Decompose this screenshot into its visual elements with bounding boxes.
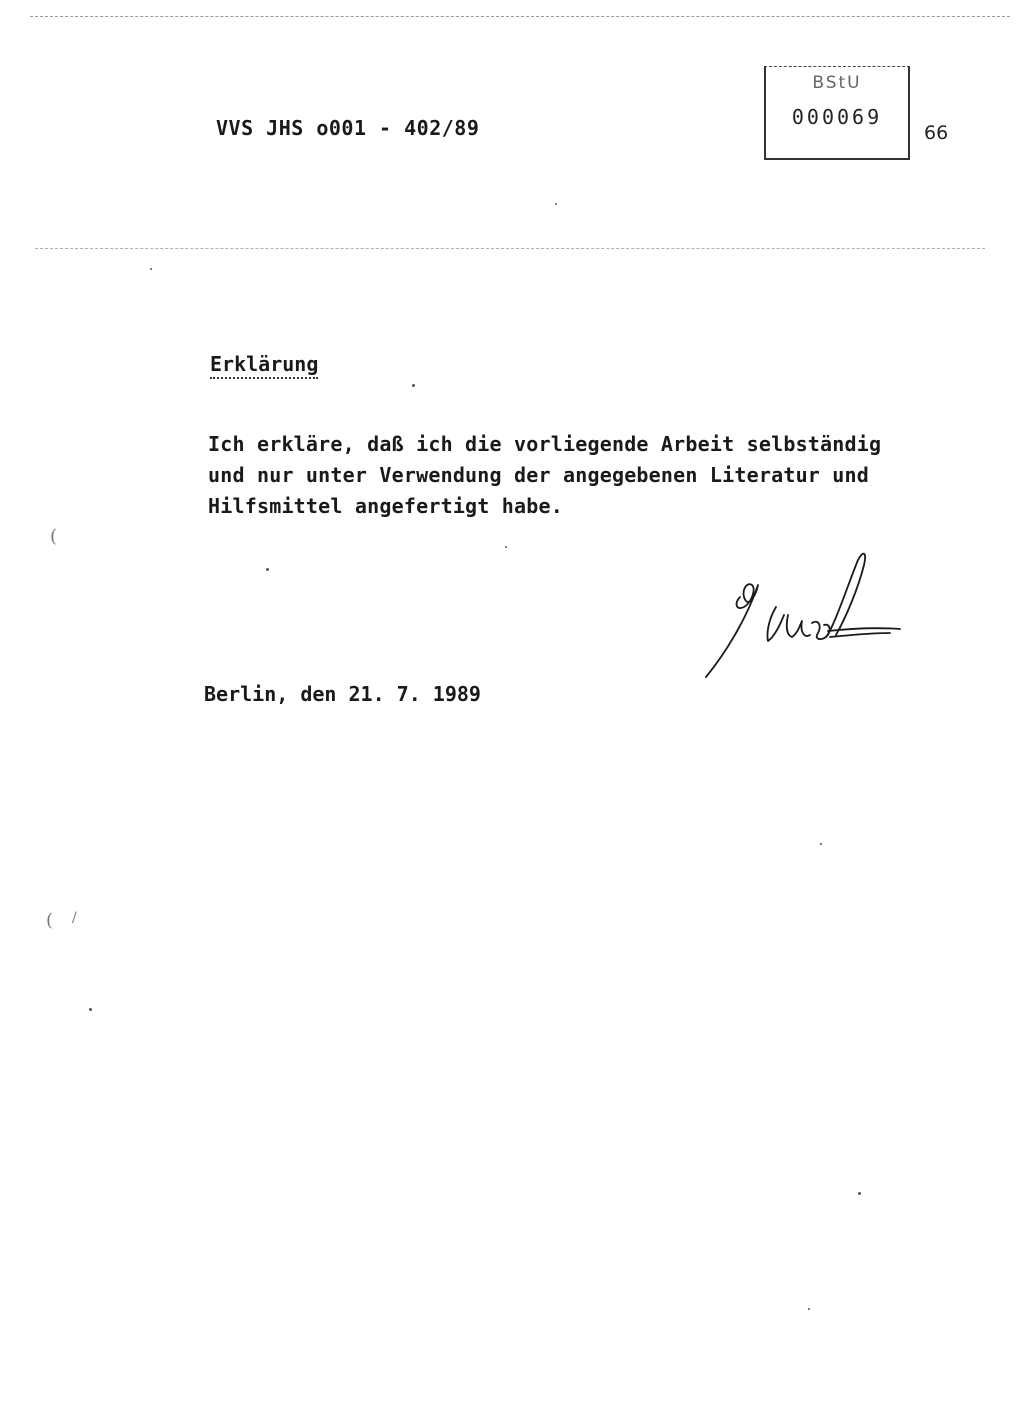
scan-speck xyxy=(808,1308,810,1310)
archive-stamp xyxy=(764,66,910,160)
scan-speck xyxy=(858,1192,861,1195)
scan-artifact-line xyxy=(30,16,1010,17)
scan-speck xyxy=(555,203,557,205)
margin-bracket-mark: ( xyxy=(50,526,58,547)
scan-speck xyxy=(820,843,822,845)
handwritten-signature xyxy=(700,545,910,685)
stamp-label: BStU xyxy=(812,73,862,93)
scan-speck xyxy=(266,568,269,571)
place-and-date: Berlin, den 21. 7. 1989 xyxy=(204,682,481,706)
scan-speck xyxy=(150,268,152,270)
declaration-text: Ich erkläre, daß ich die vorliegende Arbeit selbständig und nur unter Verwendung der angegebenen Literatur und Hilfsmittel angefertigt habe. xyxy=(208,432,882,518)
margin-bracket-mark: ( xyxy=(46,910,54,931)
scan-speck xyxy=(89,1008,92,1011)
margin-mark: / xyxy=(72,910,77,926)
scan-speck xyxy=(505,546,507,548)
document-reference: VVS JHS o001 - 402/89 xyxy=(216,116,480,140)
scan-speck xyxy=(412,384,415,387)
stamp-number: 000069 xyxy=(791,105,883,129)
page-number: 66 xyxy=(924,122,949,144)
scan-artifact-line xyxy=(35,248,985,249)
declaration-heading: Erklärung xyxy=(210,352,318,379)
